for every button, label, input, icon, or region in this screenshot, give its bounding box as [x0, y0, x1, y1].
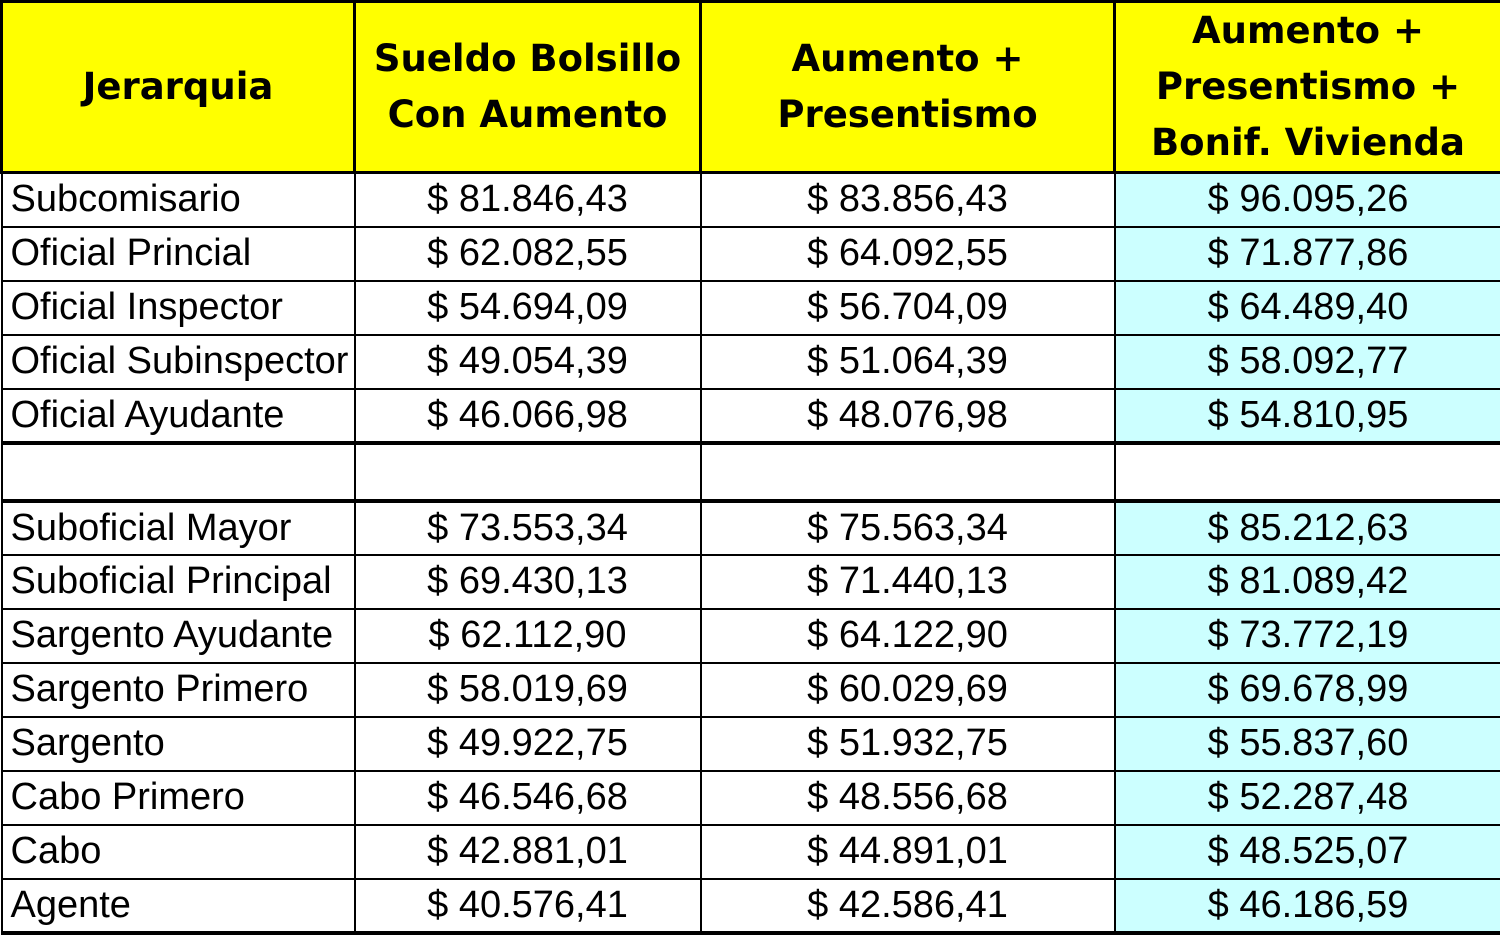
- rank-cell: Cabo: [2, 825, 355, 879]
- table-row: [2, 173, 1500, 227]
- table-row: [2, 879, 1500, 933]
- table-row: [2, 663, 1500, 717]
- empty-cell: [701, 443, 1115, 501]
- separator-row: [2, 443, 1500, 501]
- sueldo-cell: $ 69.430,13: [355, 555, 701, 609]
- vivienda-cell: $ 69.678,99: [1115, 663, 1500, 717]
- rank-cell: Oficial Ayudante: [2, 389, 355, 443]
- presentismo-cell: $ 44.891,01: [701, 825, 1115, 879]
- table-row: [2, 389, 1500, 443]
- empty-cell: [2, 443, 355, 501]
- vivienda-cell: $ 48.525,07: [1115, 825, 1500, 879]
- presentismo-cell: $ 51.932,75: [701, 717, 1115, 771]
- table-row: [2, 281, 1500, 335]
- rank-cell: Suboficial Principal: [2, 555, 355, 609]
- sueldo-cell: $ 73.553,34: [355, 501, 701, 555]
- sueldo-cell: $ 42.881,01: [355, 825, 701, 879]
- table-body: [2, 173, 1500, 933]
- rank-cell: Sargento: [2, 717, 355, 771]
- vivienda-cell: $ 71.877,86: [1115, 227, 1500, 281]
- vivienda-cell: $ 46.186,59: [1115, 879, 1500, 933]
- table-row: [2, 825, 1500, 879]
- presentismo-cell: $ 51.064,39: [701, 335, 1115, 389]
- table-row: [2, 717, 1500, 771]
- presentismo-cell: $ 48.076,98: [701, 389, 1115, 443]
- presentismo-cell: $ 56.704,09: [701, 281, 1115, 335]
- rank-cell: Sargento Primero: [2, 663, 355, 717]
- vivienda-cell: $ 52.287,48: [1115, 771, 1500, 825]
- sueldo-cell: $ 62.082,55: [355, 227, 701, 281]
- presentismo-cell: $ 83.856,43: [701, 173, 1115, 227]
- table-row: [2, 227, 1500, 281]
- header-sueldo-bolsillo: Sueldo Bolsillo Con Aumento: [355, 2, 701, 173]
- sueldo-cell: $ 58.019,69: [355, 663, 701, 717]
- vivienda-cell: $ 81.089,42: [1115, 555, 1500, 609]
- sueldo-cell: $ 46.066,98: [355, 389, 701, 443]
- header-aumento-presentismo: Aumento + Presentismo: [701, 2, 1115, 173]
- vivienda-cell: $ 73.772,19: [1115, 609, 1500, 663]
- rank-cell: Subcomisario: [2, 173, 355, 227]
- presentismo-cell: $ 71.440,13: [701, 555, 1115, 609]
- empty-cell: [1115, 443, 1500, 501]
- header-row: [2, 2, 1500, 173]
- table-row: [2, 555, 1500, 609]
- vivienda-cell: $ 58.092,77: [1115, 335, 1500, 389]
- vivienda-cell: $ 55.837,60: [1115, 717, 1500, 771]
- vivienda-cell: $ 64.489,40: [1115, 281, 1500, 335]
- sueldo-cell: $ 49.054,39: [355, 335, 701, 389]
- table-row: [2, 771, 1500, 825]
- presentismo-cell: $ 64.092,55: [701, 227, 1115, 281]
- vivienda-cell: $ 54.810,95: [1115, 389, 1500, 443]
- presentismo-cell: $ 42.586,41: [701, 879, 1115, 933]
- table-row: [2, 609, 1500, 663]
- table-row: [2, 335, 1500, 389]
- presentismo-cell: $ 64.122,90: [701, 609, 1115, 663]
- table-row: [2, 501, 1500, 555]
- sueldo-cell: $ 46.546,68: [355, 771, 701, 825]
- rank-cell: Oficial Princial: [2, 227, 355, 281]
- rank-cell: Cabo Primero: [2, 771, 355, 825]
- vivienda-cell: $ 85.212,63: [1115, 501, 1500, 555]
- sueldo-cell: $ 54.694,09: [355, 281, 701, 335]
- rank-cell: Agente: [2, 879, 355, 933]
- sueldo-cell: $ 81.846,43: [355, 173, 701, 227]
- sueldo-cell: $ 40.576,41: [355, 879, 701, 933]
- presentismo-cell: $ 48.556,68: [701, 771, 1115, 825]
- header-jerarquia: Jerarquia: [2, 2, 355, 173]
- rank-cell: Sargento Ayudante: [2, 609, 355, 663]
- sueldo-cell: $ 49.922,75: [355, 717, 701, 771]
- empty-cell: [355, 443, 701, 501]
- presentismo-cell: $ 60.029,69: [701, 663, 1115, 717]
- rank-cell: Oficial Subinspector: [2, 335, 355, 389]
- presentismo-cell: $ 75.563,34: [701, 501, 1115, 555]
- header-aumento-presentismo-vivienda: Aumento + Presentismo + Bonif. Vivienda: [1115, 2, 1500, 173]
- rank-cell: Oficial Inspector: [2, 281, 355, 335]
- sueldo-cell: $ 62.112,90: [355, 609, 701, 663]
- vivienda-cell: $ 96.095,26: [1115, 173, 1500, 227]
- rank-cell: Suboficial Mayor: [2, 501, 355, 555]
